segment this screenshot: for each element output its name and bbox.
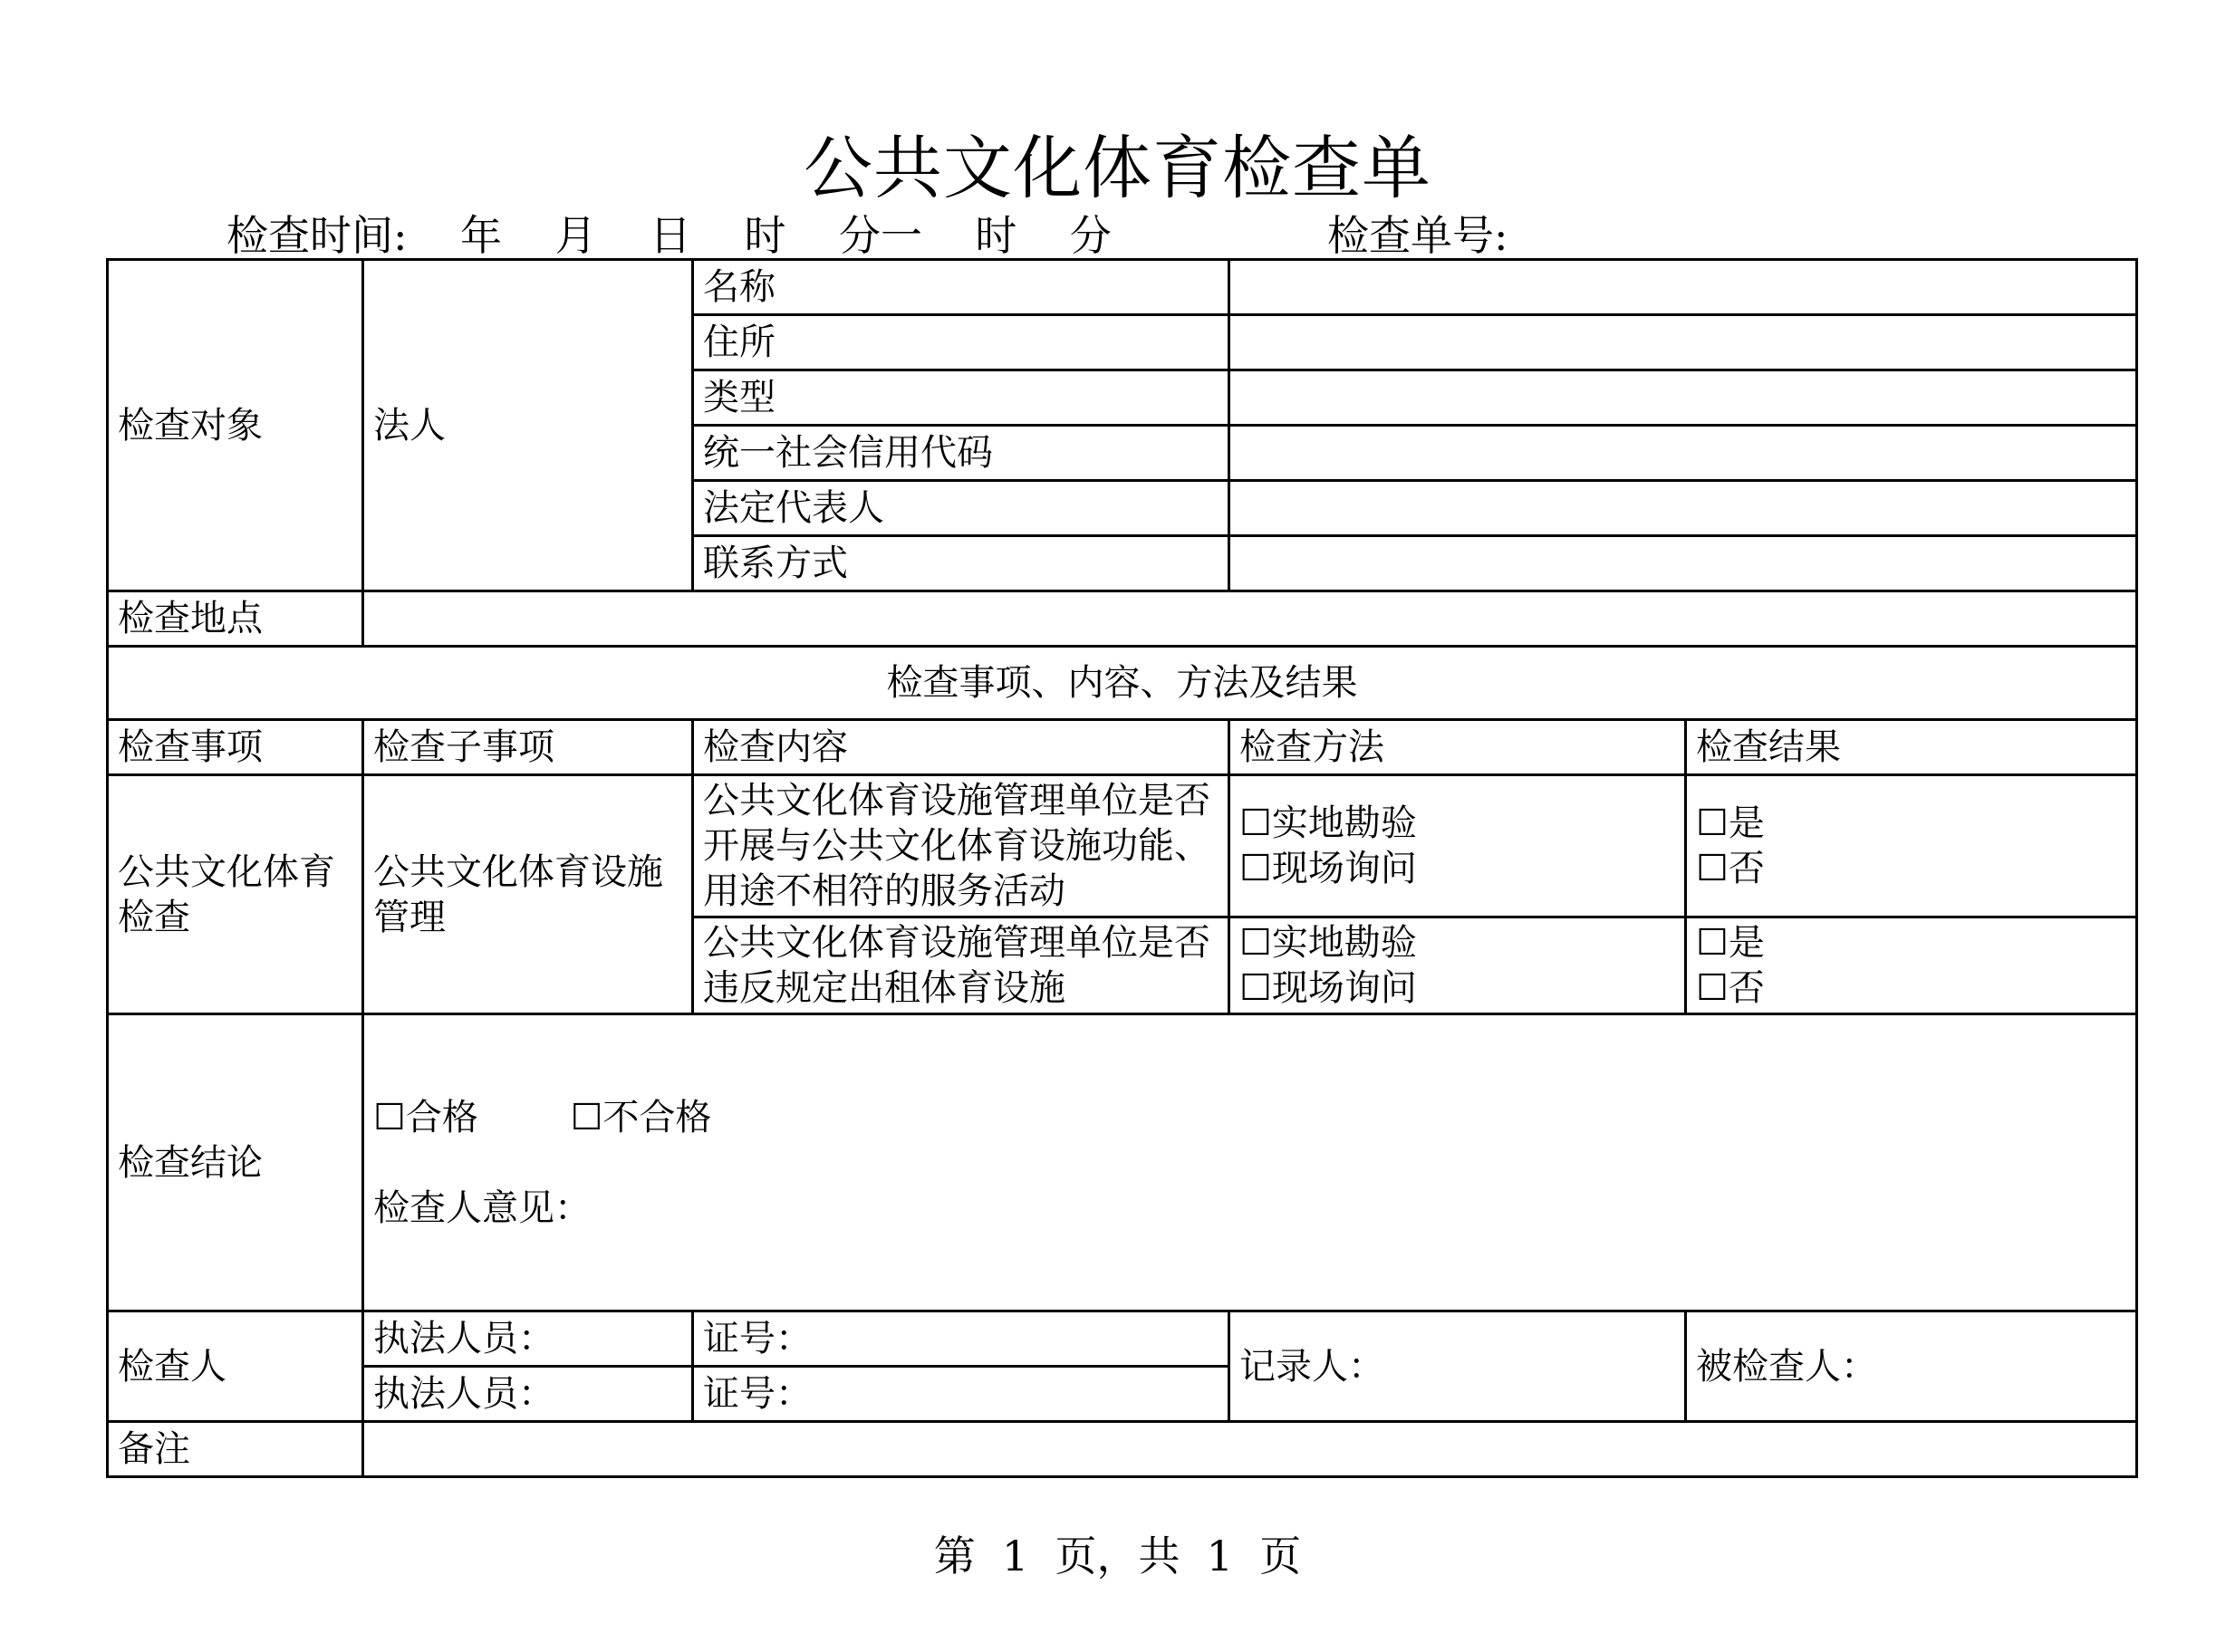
inspection-item: 公共文化体育检查 [108, 775, 363, 1014]
field-value-address[interactable] [1229, 315, 2137, 370]
header-subitem: 检查子事项 [363, 720, 693, 775]
recorder-label: 记录人： [1229, 1311, 1686, 1422]
inspection-object-type: 法人 [363, 260, 693, 591]
table-row [108, 1422, 2137, 1477]
opinion-label: 检查人意见： [373, 1186, 591, 1229]
cert-1-label: 证号： [693, 1311, 1229, 1367]
inspection-location-label: 检查地点 [108, 591, 363, 647]
header-result: 检查结果 [1686, 720, 2137, 775]
inspection-content-1: 公共文化体育设施管理单位是否开展与公共文化体育设施功能、用途不相符的服务活动 [693, 775, 1229, 917]
field-value-type[interactable] [1229, 370, 2137, 426]
field-label-address: 住所 [693, 315, 1229, 370]
inspection-result-1[interactable]: ☐是 ☐否 [1686, 775, 2137, 917]
conclusion-label: 检查结论 [108, 1014, 363, 1311]
table-header-row [108, 720, 2137, 775]
cert-2-label: 证号： [693, 1367, 1229, 1422]
conclusion-cell[interactable] [363, 1014, 2137, 1311]
inspection-method-2[interactable]: ☐实地勘验 ☐现场询问 [1229, 917, 1686, 1014]
table-row [108, 1014, 2137, 1311]
inspection-subitem: 公共文化体育设施管理 [363, 775, 693, 1014]
inspection-method-1[interactable]: ☐实地勘验 ☐现场询问 [1229, 775, 1686, 917]
page-footer: 第 1 页，共 1 页 [933, 1532, 1302, 1580]
header-method: 检查方法 [1229, 720, 1686, 775]
remarks-label: 备注 [108, 1422, 363, 1477]
field-label-credit-code: 统一社会信用代码 [693, 426, 1229, 481]
inspection-content-2: 公共文化体育设施管理单位是否违反规定出租体育设施 [693, 917, 1229, 1014]
table-row [108, 591, 2137, 647]
header-item: 检查事项 [108, 720, 363, 775]
section-title: 检查事项、内容、方法及结果 [108, 647, 2137, 720]
header-content: 检查内容 [693, 720, 1229, 775]
field-value-legal-rep[interactable] [1229, 481, 2137, 536]
field-value-contact[interactable] [1229, 536, 2137, 591]
table-row [108, 775, 2137, 917]
field-value-name[interactable] [1229, 260, 2137, 315]
enforcer-1-label: 执法人员： [363, 1311, 693, 1367]
remarks-value[interactable] [363, 1422, 2137, 1477]
field-label-contact: 联系方式 [693, 536, 1229, 591]
inspection-location-value[interactable] [363, 591, 2137, 647]
inspection-object-label: 检查对象 [108, 260, 363, 591]
field-label-legal-rep: 法定代表人 [693, 481, 1229, 536]
enforcer-2-label: 执法人员： [363, 1367, 693, 1422]
inspectee-label: 被检查人： [1686, 1311, 2137, 1422]
inspection-result-2[interactable]: ☐是 ☐否 [1686, 917, 2137, 1014]
field-label-type: 类型 [693, 370, 1229, 426]
inspection-form-table [106, 258, 2138, 1478]
inspection-time-line: 检查时间: 年 月 日 时 分一 时 分 [226, 211, 1112, 260]
table-row [108, 1311, 2137, 1367]
field-value-credit-code[interactable] [1229, 426, 2137, 481]
page-title: 公共文化体育检查单 [804, 128, 1431, 208]
table-row [108, 647, 2137, 720]
inspector-label: 检查人 [108, 1311, 363, 1422]
conclusion-options[interactable]: ☐合格 ☐不合格 [373, 1096, 712, 1138]
field-label-name: 名称 [693, 260, 1229, 315]
inspection-number-label: 检查单号: [1327, 211, 1508, 260]
table-row [108, 260, 2137, 315]
